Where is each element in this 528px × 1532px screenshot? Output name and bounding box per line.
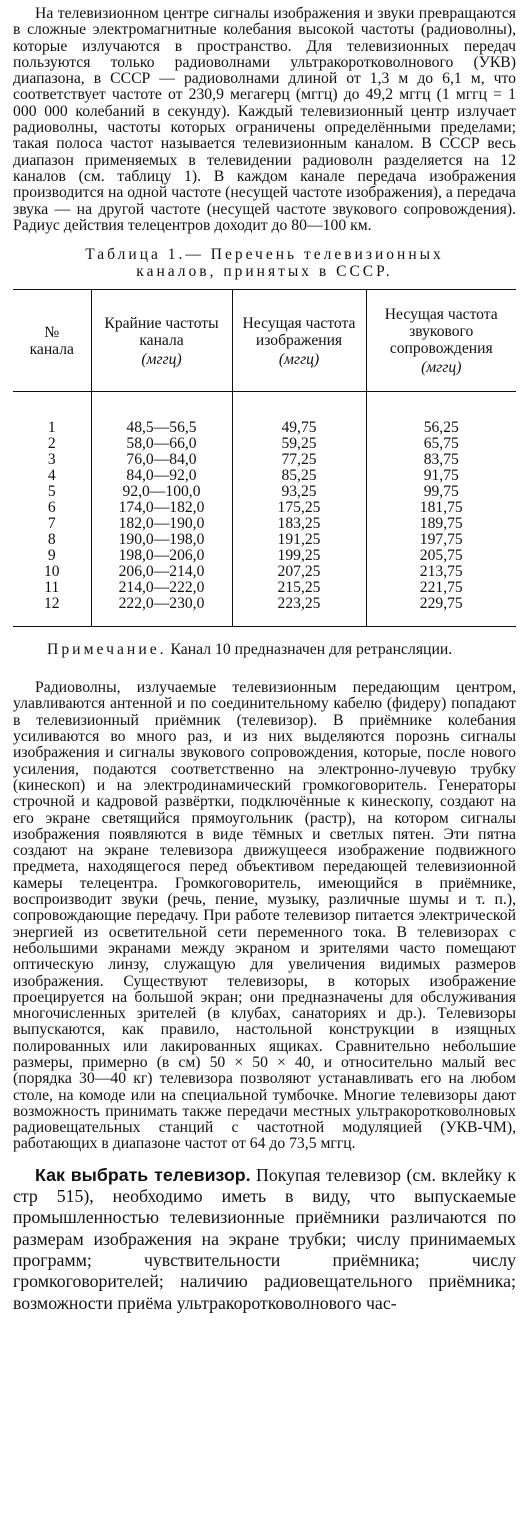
channel-number: 5 [47, 483, 56, 501]
channel-number: 3 [47, 451, 56, 469]
header-image-carrier [232, 290, 366, 392]
table-row [13, 516, 516, 532]
frequency-range: 58,0—66,0 [91, 436, 232, 452]
table-caption [13, 246, 516, 280]
channel-number: 1 [47, 419, 56, 437]
header-channel-number-sign: № [44, 324, 60, 342]
header-unit: (мггц) [421, 359, 462, 377]
sound-carrier: 65,75 [366, 436, 516, 452]
sound-carrier: 221,75 [366, 580, 516, 596]
sound-carrier: 213,75 [366, 564, 516, 580]
header-sound-carrier [366, 290, 516, 392]
sound-carrier: 91,75 [366, 468, 516, 484]
image-carrier: 93,25 [232, 484, 366, 500]
table-row [13, 596, 516, 627]
image-carrier: 77,25 [232, 452, 366, 468]
frequency-range: 48,5—56,5 [91, 392, 232, 437]
channel-number: 12 [13, 596, 91, 627]
sound-carrier: 83,75 [366, 452, 516, 468]
table-row [13, 468, 516, 484]
sound-carrier: 99,75 [366, 484, 516, 500]
table-row [13, 452, 516, 468]
image-carrier: 223,25 [232, 596, 366, 627]
header-channel-number [13, 290, 91, 392]
table-row [13, 580, 516, 596]
table-note-text: Канал 10 предназначен для ретрансляции. [170, 641, 453, 659]
channel-number: 11 [44, 579, 60, 597]
table-header-row [13, 290, 516, 392]
table-note-label: Примечание. [47, 641, 167, 659]
channel-number: 7 [47, 515, 56, 533]
channel-number: 4 [47, 467, 56, 485]
sound-carrier: 229,75 [366, 596, 516, 627]
channel-number: 8 [47, 531, 56, 549]
image-carrier: 59,25 [232, 436, 366, 452]
table-row [13, 564, 516, 580]
section-heading: Как выбрать телевизор. [35, 1164, 251, 1185]
table-row [13, 548, 516, 564]
sound-carrier: 189,75 [366, 516, 516, 532]
sound-carrier: 181,75 [366, 500, 516, 516]
table-note [13, 641, 516, 658]
frequency-range: 174,0—182,0 [91, 500, 232, 516]
table-body [13, 392, 516, 627]
frequency-range: 214,0—222,0 [91, 580, 232, 596]
image-carrier: 199,25 [232, 548, 366, 564]
frequency-range: 222,0—230,0 [91, 596, 232, 627]
image-carrier: 49,75 [232, 392, 366, 437]
sound-carrier: 56,25 [366, 392, 516, 437]
channel-number: 2 [47, 435, 56, 453]
header-channel-number-word: канала [29, 341, 74, 359]
table-row [13, 500, 516, 516]
image-carrier: 175,25 [232, 500, 366, 516]
frequency-range: 84,0—92,0 [91, 468, 232, 484]
table-row [13, 484, 516, 500]
table-caption-line-2: каналов, принятых в СССР. [136, 263, 393, 281]
table-row [13, 436, 516, 452]
channels-table [13, 289, 516, 627]
image-carrier: 215,25 [232, 580, 366, 596]
receiver-paragraph: Радиоволны, излучаемые телевизионным передающим центром, улавливаются антенной и по соединительному кабелю (фидеру) попадают в телевизионный приёмник (телевизор). В приёмнике колебания усиливаются во много раз, и из них выделяются порознь сигналы изображения и сигналы звукового сопровождения, которые, после нового усиления, подаются соответственно на электронно-лучевую трубку (кинескоп) и на электродинамический громкоговоритель. Генераторы строчной и кадровой развёртки, подключённые к кинескопу, создают на его экране светящийся прямоугольник (растр), на котором сигналы изображения появляются в виде тёмных и светлых пятен. Эти пятна создают на экране телевизора движущееся изображение подвижного предмета, находящегося перед объективом передающей телевизионной камеры телецентра. Громкоговоритель, имеющийся в приёмнике, воспроизводит звуки (речь, пение, музыку, различные шумы и т. п.), сопровождающие передачу. При работе телевизор питается электрической энергией из осветительной сети переменного тока. В телевизорах с небольшими экранами между экраном и зрителями часто помещают оптическую линзу, служащую для увеличения видимых размеров изображения. Существуют телевизоры, в которых изображение проецируется на большой экран; они предназначены для обслуживания многочисленных зрителей (в клубах, санаториях и др.). Телевизоры выпускаются, как правило, настольной конструкции в изящных полированных или лакированных ящиках. Сравнительно небольшие размеры, примерно (в см) 50 × 50 × 40, и относительно малый вес (порядка 30—40 кг) телевизора позволяют устанавливать его на любом столе, на комоде или на специальной тумбочке. Многие телевизоры дают возможность принимать также передачи местных ультракоротковолновых радиовещательных станций с частотной модуляцией (УКВ-ЧМ), работающих в диапазоне частот от 64 до 73,5 мггц. [13, 679, 516, 1153]
section-choosing-tv [13, 1165, 516, 1314]
header-sound-carrier-label: Несущая частота звукового сопровождения [384, 306, 498, 358]
channel-number: 9 [47, 547, 56, 565]
sound-carrier: 197,75 [366, 532, 516, 548]
table-row [13, 392, 516, 437]
image-carrier: 207,25 [232, 564, 366, 580]
header-image-carrier-label: Несущая частота изображения [242, 314, 356, 349]
channel-number: 10 [43, 563, 60, 581]
frequency-range: 182,0—190,0 [91, 516, 232, 532]
frequency-range: 198,0—206,0 [91, 548, 232, 564]
image-carrier: 85,25 [232, 468, 366, 484]
frequency-range: 92,0—100,0 [91, 484, 232, 500]
frequency-range: 76,0—84,0 [91, 452, 232, 468]
header-frequency-range-label: Крайние частоты канала [104, 314, 219, 349]
intro-paragraph: На телевизионном центре сигналы изображения и звуки превращаются в сложные электромагнитные колебания высокой частоты (радиоволны), которые излучаются в пространство. Для телевизионных передач пользуются только радиоволнами ультракоротковолнового (УКВ) диапазона, в СССР — радиоволнами длиной от 1,3 м до 6,1 м, что соответствует частоте от 230,9 мегагерц (мггц) до 49,2 мггц (1 мггц = 1 000 000 колебаний в секунду). Каждый телевизионный центр излучает радиоволны, частоты которых ограничены определёнными пределами; такая полоса частот называется телевизионным каналом. В СССР весь диапазон применяемых в телевидении радиоволн разделяется на 12 каналов (см. таблицу 1). В каждом канале передача изображения производится на одной частоте (несущей частоте изображения), а передача звука — на другой частоте (несущей частоте звукового сопровождения). Радиус действия телецентров доходит до 80—100 км. [13, 5, 516, 234]
image-carrier: 191,25 [232, 532, 366, 548]
channel-number: 6 [47, 499, 56, 517]
table-caption-line-1: Таблица 1.— Перечень телевизионных [85, 246, 444, 264]
header-unit: (мггц) [278, 350, 320, 368]
table-row [13, 532, 516, 548]
header-unit: (мггц) [141, 350, 182, 368]
sound-carrier: 205,75 [366, 548, 516, 564]
image-carrier: 183,25 [232, 516, 366, 532]
section-text: Покупая телевизор (см. вклейку к стр 515), необходимо иметь в виду, что выпускаемые промышленностью телевизионные приёмники различаются по размерам изображения на экране трубки; числу принимаемых программ; чувствительности приёмника; числу громкоговорителей; наличию радиовещательного приёмника; возможности приёма ультракоротковолнового час- [13, 1164, 516, 1313]
header-frequency-range [91, 290, 232, 392]
frequency-range: 190,0—198,0 [91, 532, 232, 548]
frequency-range: 206,0—214,0 [91, 564, 232, 580]
